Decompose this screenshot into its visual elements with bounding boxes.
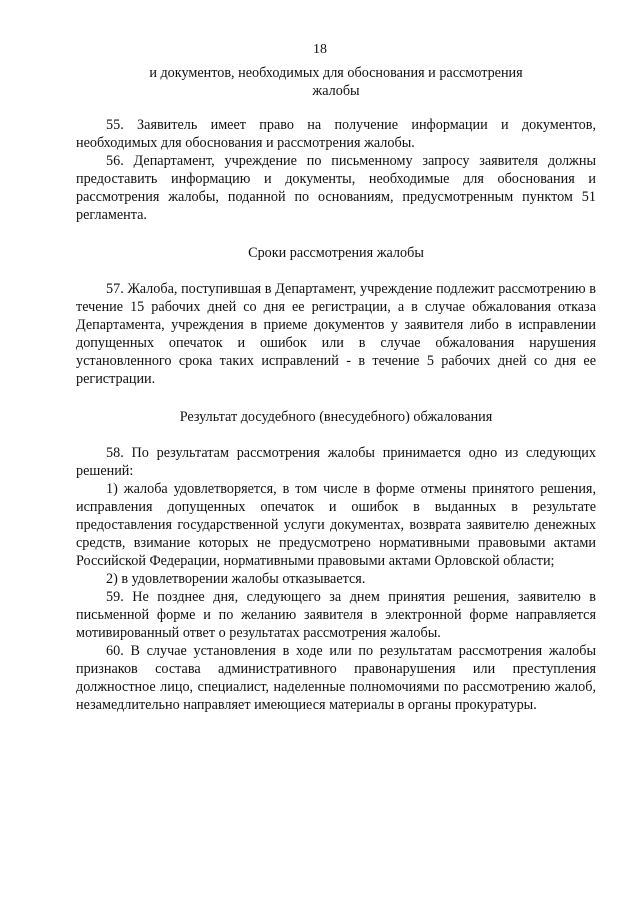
intro-heading [76, 64, 596, 100]
paragraph-58: 58. По результатам рассмотрения жалобы принимается одно из следующих решений: [76, 445, 596, 479]
list-item-58-1: 1) жалоба удовлетворяется, в том числе в форме отмены принятого решения, исправления допущенных опечаток и ошибок в выданных в результате предоставления государственной услуги документах, возврата заявителю денежных средств, взимание которых не предусмотрено нормативными правовыми актами Российской Федерации, нормативными правовыми актами Орловской области; [76, 481, 596, 569]
list-item-58-2: 2) в удовлетворении жалобы отказывается. [106, 571, 366, 587]
document-body [76, 64, 596, 714]
paragraph-56: 56. Департамент, учреждение по письменному запросу заявителя должны предоставить информацию и документы, необходимые для обоснования и рассмотрения жалобы, поданной по основаниям, предусмотренным пунктом 51 регламента. [76, 153, 596, 223]
section-heading-terms: Сроки рассмотрения жалобы [248, 245, 424, 261]
intro-heading-line-2: жалобы [312, 83, 360, 99]
paragraph-59: 59. Не позднее дня, следующего за днем принятия решения, заявителю в письменной форме и по желанию заявителя в электронной форме направляется мотивированный ответ о результатах рассмотрения жалобы. [76, 589, 596, 641]
intro-heading-line-1: и документов, необходимых для обоснования и рассмотрения [149, 65, 523, 81]
paragraph-57: 57. Жалоба, поступившая в Департамент, учреждение подлежит рассмотрению в течение 15 рабочих дней со дня ее регистрации, а в случае обжалования отказа Департамента, учреждения в приеме документов у заявителя либо в исправлении допущенных опечаток и ошибок или в случае обжалования нарушения установленного срока таких исправлений - в течение 5 рабочих дней со дня ее регистрации. [76, 281, 596, 387]
paragraph-55: 55. Заявитель имеет право на получение информации и документов, необходимых для обоснования и рассмотрения жалобы. [76, 117, 596, 151]
page-number: 18 [313, 42, 327, 57]
section-heading-result: Результат досудебного (внесудебного) обжалования [179, 409, 493, 425]
paragraph-60: 60. В случае установления в ходе или по результатам рассмотрения жалобы признаков состава административного правонарушения или преступления должностное лицо, специалист, наделенные полномочиями по рассмотрению жалоб, незамедлительно направляет имеющиеся материалы в органы прокуратуры. [76, 643, 596, 713]
